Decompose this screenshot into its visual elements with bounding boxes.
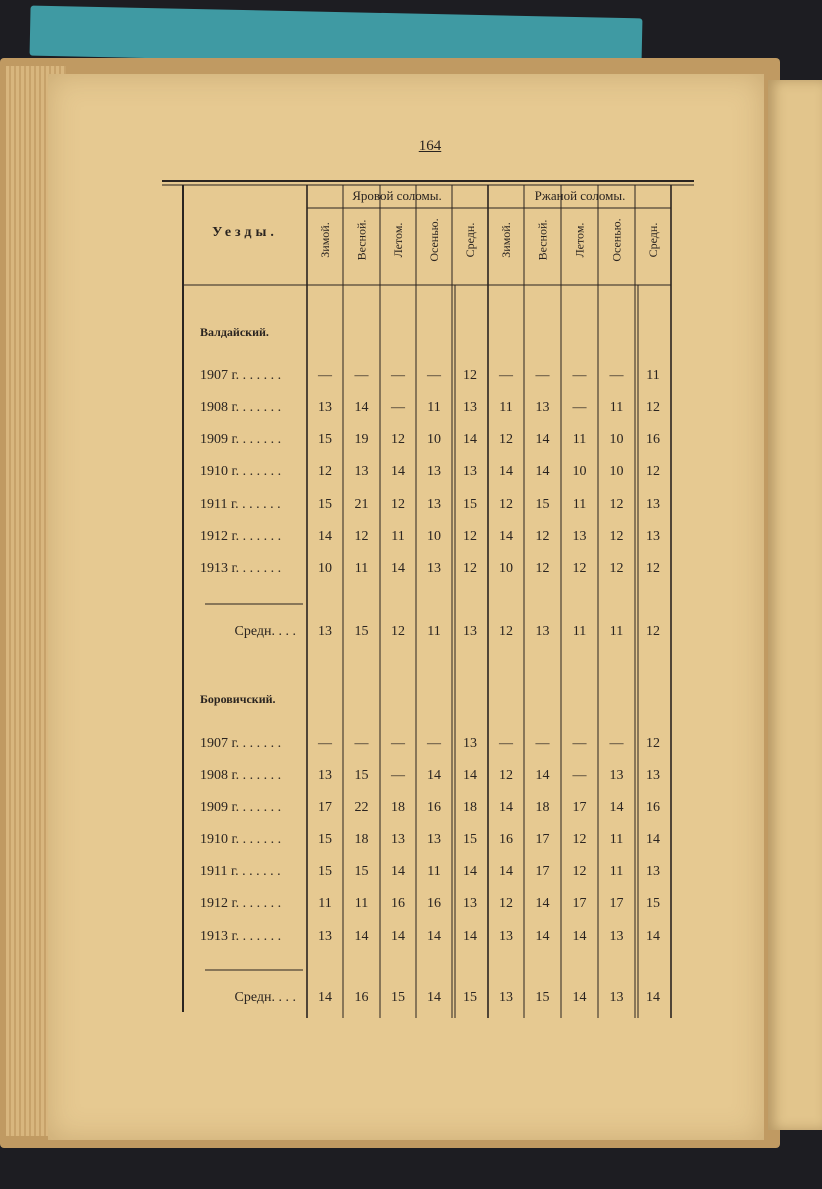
table-cell: 10 <box>499 561 513 576</box>
table-cell: 13 <box>646 864 660 879</box>
mean-cell: 11 <box>427 624 441 639</box>
table-cell: 14 <box>572 929 587 944</box>
table-cell: 14 <box>463 432 477 447</box>
table-cell: 12 <box>499 432 513 447</box>
table-cell: 14 <box>499 464 513 479</box>
table-cell: — <box>499 368 513 383</box>
table-cell: 14 <box>391 929 405 944</box>
row-label: 1908 г. . . . . . . <box>200 400 282 415</box>
table-cell: 13 <box>463 896 477 911</box>
table-cell: 13 <box>391 832 405 847</box>
table-cell: 14 <box>646 832 660 847</box>
table-cell: — <box>499 736 513 751</box>
table-cell: 11 <box>427 400 441 415</box>
row-label: 1913 г. . . . . . . <box>200 929 282 944</box>
table-cell: 11 <box>354 896 369 911</box>
table-cell: — <box>572 368 587 383</box>
table-cell: 10 <box>427 529 441 544</box>
mean-cell: 12 <box>499 624 513 639</box>
mean-cell: 11 <box>609 624 624 639</box>
table-cell: 13 <box>499 929 513 944</box>
table-cell: 15 <box>318 832 332 847</box>
table-cell: 14 <box>535 432 550 447</box>
table-cell: 12 <box>463 529 477 544</box>
table-cell: 11 <box>609 864 624 879</box>
table-cell: 17 <box>318 800 332 815</box>
mean-cell: 13 <box>535 624 550 639</box>
table-cell: 14 <box>499 800 513 815</box>
table-cell: 14 <box>318 529 332 544</box>
mean-cell: 12 <box>391 624 405 639</box>
table-cell: 12 <box>391 497 405 512</box>
table-cell: 11 <box>499 400 513 415</box>
table-cell: 13 <box>427 497 441 512</box>
table-cell: 12 <box>646 561 660 576</box>
table-cell: 14 <box>391 864 405 879</box>
table-cell: — <box>391 768 405 783</box>
table-cell: 12 <box>535 561 550 576</box>
row-label: 1911 г. . . . . . . <box>200 497 281 512</box>
table-cell: 14 <box>427 929 441 944</box>
subcolumn-header: Весной. <box>535 219 550 261</box>
mean-label: Средн. . . . <box>234 624 296 639</box>
mean-cell: 13 <box>463 624 477 639</box>
mean-cell: 12 <box>646 624 660 639</box>
subcolumn-header: Зимой. <box>499 222 513 258</box>
table-cell: — <box>354 736 369 751</box>
table-cell: 14 <box>463 864 477 879</box>
table-cell: 11 <box>646 368 660 383</box>
table-cell: 13 <box>609 768 624 783</box>
table-cell: — <box>572 400 587 415</box>
table-cell: 12 <box>609 497 624 512</box>
table-cell: 14 <box>463 768 477 783</box>
table-cell: — <box>318 368 332 383</box>
row-label: 1909 г. . . . . . . <box>200 800 282 815</box>
table-cell: 13 <box>427 464 441 479</box>
table-cell: 15 <box>318 497 332 512</box>
table-cell: — <box>391 400 405 415</box>
table-cell: 10 <box>427 432 441 447</box>
mean-cell: 11 <box>572 624 587 639</box>
table-cell: — <box>609 736 624 751</box>
table-cell: 18 <box>463 800 477 815</box>
table-cell: 12 <box>499 768 513 783</box>
table-cell: 13 <box>572 529 587 544</box>
table-cell: — <box>391 736 405 751</box>
table-cell: — <box>572 736 587 751</box>
subcolumn-header: Зимой. <box>318 222 332 258</box>
table-cell: 14 <box>463 929 477 944</box>
subcolumn-header: Весной. <box>354 219 369 261</box>
table-cell: 11 <box>318 896 332 911</box>
table-cell: 12 <box>646 400 660 415</box>
mean-label: Средн. . . . <box>234 990 296 1005</box>
table-cell: 11 <box>354 561 369 576</box>
mean-cell: 15 <box>463 990 477 1005</box>
header-uezdy: Уезды. <box>212 225 278 240</box>
table-cell: — <box>427 368 441 383</box>
table-cell: 12 <box>391 432 405 447</box>
row-label: 1910 г. . . . . . . <box>200 464 282 479</box>
table-cell: 17 <box>572 896 587 911</box>
table-cell: 12 <box>354 529 369 544</box>
table-cell: 10 <box>572 464 587 479</box>
table-cell: 14 <box>499 864 513 879</box>
table-cell: 12 <box>499 497 513 512</box>
table-cell: 13 <box>427 832 441 847</box>
table-cell: 19 <box>354 432 369 447</box>
table-cell: 13 <box>535 400 550 415</box>
table-cell: 14 <box>609 800 624 815</box>
table-cell: 14 <box>427 768 441 783</box>
table-cell: 15 <box>646 896 660 911</box>
row-label: 1911 г. . . . . . . <box>200 864 281 879</box>
mean-cell: 13 <box>609 990 624 1005</box>
table-cell: 13 <box>463 736 477 751</box>
table-cell: 10 <box>318 561 332 576</box>
row-label: 1912 г. . . . . . . <box>200 896 282 911</box>
table-cell: 17 <box>572 800 587 815</box>
table-cell: 18 <box>354 832 369 847</box>
table-cell: — <box>572 768 587 783</box>
table-cell: 12 <box>646 464 660 479</box>
table-cell: 16 <box>646 432 660 447</box>
table-cell: 14 <box>535 896 550 911</box>
table-cell: 14 <box>499 529 513 544</box>
mean-cell: 14 <box>318 990 332 1005</box>
table-cell: 13 <box>646 529 660 544</box>
table-cell: 14 <box>646 929 660 944</box>
table-cell: — <box>609 368 624 383</box>
subcolumn-header: Летом. <box>572 222 587 258</box>
mean-cell: 14 <box>572 990 587 1005</box>
table-cell: 15 <box>318 432 332 447</box>
table-cell: 15 <box>463 497 477 512</box>
subcolumn-header: Средн. <box>646 222 660 258</box>
table-cell: — <box>535 368 550 383</box>
table-cell: 11 <box>427 864 441 879</box>
table-cell: 18 <box>391 800 405 815</box>
table-cell: 13 <box>646 768 660 783</box>
row-label: 1908 г. . . . . . . <box>200 768 282 783</box>
group-title-rye: Ржаной соломы. <box>534 188 626 203</box>
table-cell: 14 <box>354 400 369 415</box>
table-cell: 11 <box>609 400 624 415</box>
table-cell: 14 <box>391 561 405 576</box>
table-cell: 11 <box>391 529 405 544</box>
table-cell: 15 <box>535 497 550 512</box>
table-cell: 18 <box>535 800 550 815</box>
table-cell: 14 <box>535 464 550 479</box>
page-number: 164 <box>418 138 442 154</box>
table-cell: 12 <box>572 832 587 847</box>
table-cell: 15 <box>318 864 332 879</box>
subcolumn-header: Средн. <box>463 222 477 258</box>
table-cell: — <box>427 736 441 751</box>
district-name: Валдайский. <box>200 325 269 339</box>
subcolumn-header: Осенью. <box>427 218 441 262</box>
table-cell: 15 <box>463 832 477 847</box>
table-cell: 12 <box>609 561 624 576</box>
table-cell: 13 <box>318 929 332 944</box>
table-cell: 17 <box>535 864 550 879</box>
table-cell: 13 <box>463 464 477 479</box>
table-cell: — <box>391 368 405 383</box>
table-cell: 14 <box>391 464 405 479</box>
subcolumn-header: Летом. <box>391 222 405 258</box>
mean-cell: 15 <box>535 990 550 1005</box>
subcolumn-header: Осенью. <box>609 218 624 262</box>
table-cell: 16 <box>646 800 660 815</box>
mean-cell: 14 <box>427 990 441 1005</box>
table-cell: 17 <box>535 832 550 847</box>
table-cell: 12 <box>572 561 587 576</box>
table-cell: 11 <box>572 497 587 512</box>
mean-cell: 15 <box>391 990 405 1005</box>
mean-cell: 16 <box>354 990 369 1005</box>
table-cell: 15 <box>354 864 369 879</box>
table-cell: 16 <box>427 896 441 911</box>
table-cell: 13 <box>427 561 441 576</box>
table-cell: 12 <box>572 864 587 879</box>
table-cell: 12 <box>499 896 513 911</box>
table-cell: 11 <box>609 832 624 847</box>
table-cell: 14 <box>354 929 369 944</box>
table-cell: — <box>535 736 550 751</box>
mean-cell: 14 <box>646 990 660 1005</box>
table-cell: 21 <box>354 497 369 512</box>
row-label: 1910 г. . . . . . . <box>200 832 282 847</box>
row-label: 1909 г. . . . . . . <box>200 432 282 447</box>
row-label: 1913 г. . . . . . . <box>200 561 282 576</box>
row-label: 1907 г. . . . . . . <box>200 368 282 383</box>
table-cell: 12 <box>318 464 332 479</box>
table-cell: 14 <box>535 768 550 783</box>
group-title-spring: Яровой соломы. <box>352 188 442 203</box>
table-cell: 16 <box>391 896 405 911</box>
table-cell: — <box>318 736 332 751</box>
table-cell: 16 <box>499 832 513 847</box>
mean-cell: 13 <box>499 990 513 1005</box>
row-label: 1912 г. . . . . . . <box>200 529 282 544</box>
table-cell: 13 <box>609 929 624 944</box>
table-cell: 13 <box>318 400 332 415</box>
mean-cell: 13 <box>318 624 332 639</box>
table-cell: 12 <box>535 529 550 544</box>
table-cell: 15 <box>354 768 369 783</box>
table-cell: 16 <box>427 800 441 815</box>
table-cell: 14 <box>535 929 550 944</box>
table-cell: 12 <box>463 561 477 576</box>
table-cell: 10 <box>609 464 624 479</box>
table-cell: 13 <box>354 464 369 479</box>
table-cell: 12 <box>646 736 660 751</box>
table-cell: 13 <box>318 768 332 783</box>
table-cell: 12 <box>463 368 477 383</box>
district-name: Боровичский. <box>200 692 276 706</box>
table-cell: 13 <box>646 497 660 512</box>
row-label: 1907 г. . . . . . . <box>200 736 282 751</box>
table-cell: 12 <box>609 529 624 544</box>
table-cell: 11 <box>572 432 587 447</box>
table-cell: 13 <box>463 400 477 415</box>
table-cell: — <box>354 368 369 383</box>
table-cell: 22 <box>354 800 369 815</box>
table-cell: 10 <box>609 432 624 447</box>
mean-cell: 15 <box>354 624 369 639</box>
table-cell: 17 <box>609 896 624 911</box>
